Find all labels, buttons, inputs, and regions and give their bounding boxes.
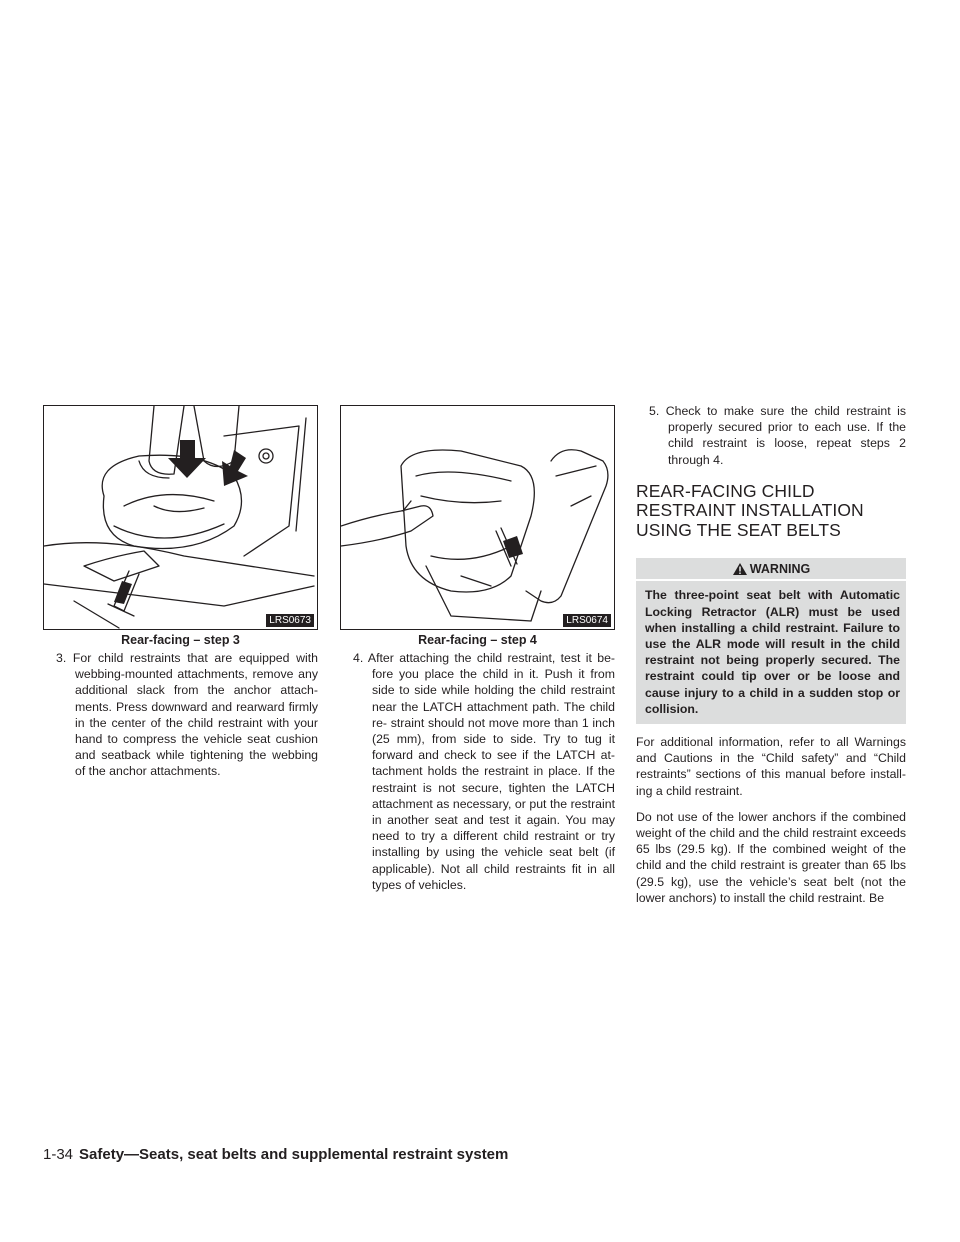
illustration-testing-child-seat: [341, 406, 614, 629]
down-arrow-icon: [168, 440, 248, 486]
column-left: [43, 405, 318, 780]
warning-text: The three-point seat belt with Automatic Locking Retractor (ALR) must be used when installing a child restraint. Failure to use the ALR mode will result in the child restraint not being properly secured. The restraint could tip over or be loose and cause injury to a child in a sudden stop or collision.: [645, 588, 900, 716]
figure-caption: Rear-facing – step 3: [121, 633, 240, 647]
column-right: [636, 403, 906, 906]
step-5-text: 5. Check to make sure the child restraint is properly secured prior to each use. If the child restraint is loose, repeat steps 2 through 4.: [649, 404, 906, 467]
page-number: 1-34: [43, 1146, 74, 1163]
section-heading: REAR-FACING CHILD RESTRAINT INSTALLATION USING THE SEAT BELTS: [636, 480, 864, 540]
figure-caption: Rear-facing – step 4: [418, 633, 537, 647]
paragraph-additional-info: For additional information, refer to all Warnings and Cautions in the “Child safety” and “Child restraints” sections of this manual before install- ing a child restraint.: [636, 734, 906, 798]
warning-triangle-icon: [732, 562, 748, 576]
figure-code: LRS0673: [266, 614, 314, 627]
warning-header: [636, 558, 906, 581]
illustration-hand-pressing-child-seat: [44, 406, 317, 629]
warning-box: [636, 558, 906, 724]
step-4-text: 4. After attaching the child restraint, test it be- fore you place the child in it. Push it from side to side while holding the child restraint near the LATCH attachment path. The child re- straint should not move more than 1 inch (25 mm), from side to side. Try to tug it forward and check to see if the LATCH at- tachment holds the restraint in place. If the restraint is not secure, tighten the LATCH attachment as necessary, or put the restraint in another seat and test it again. You may need to try a different child restraint or try installing by using the vehicle seat belt (if applicable). Not all child restraints fit in all types of vehicles.: [353, 651, 615, 892]
page-footer: [43, 1146, 508, 1164]
paragraph-lower-anchors: Do not use of the lower anchors if the combined weight of the child and the child restraint exceeds 65 lbs (29.5 kg). If the combined weight of the child and the child restraint is greater than 65 lbs (29.5 kg), use the vehicle’s seat belt (not the lower anchors) to install the child restraint. Be: [636, 809, 906, 905]
figure-rear-facing-step-3: [43, 405, 318, 630]
figure-rear-facing-step-4: [340, 405, 615, 630]
step-3-text: 3. For child restraints that are equipped with webbing-mounted attachments, remove any additional slack from the anchor attach- ments. Press downward and rearward firmly in the center of the child restraint with your hand to compress the vehicle seat cushion and seatback while tightening the webbing of the anchor attachments.: [56, 651, 318, 779]
warning-label: WARNING: [749, 562, 811, 577]
column-middle: [340, 405, 615, 893]
figure-code: LRS0674: [563, 614, 611, 627]
footer-section-title: Safety—Seats, seat belts and supplemental restraint system: [79, 1146, 509, 1163]
